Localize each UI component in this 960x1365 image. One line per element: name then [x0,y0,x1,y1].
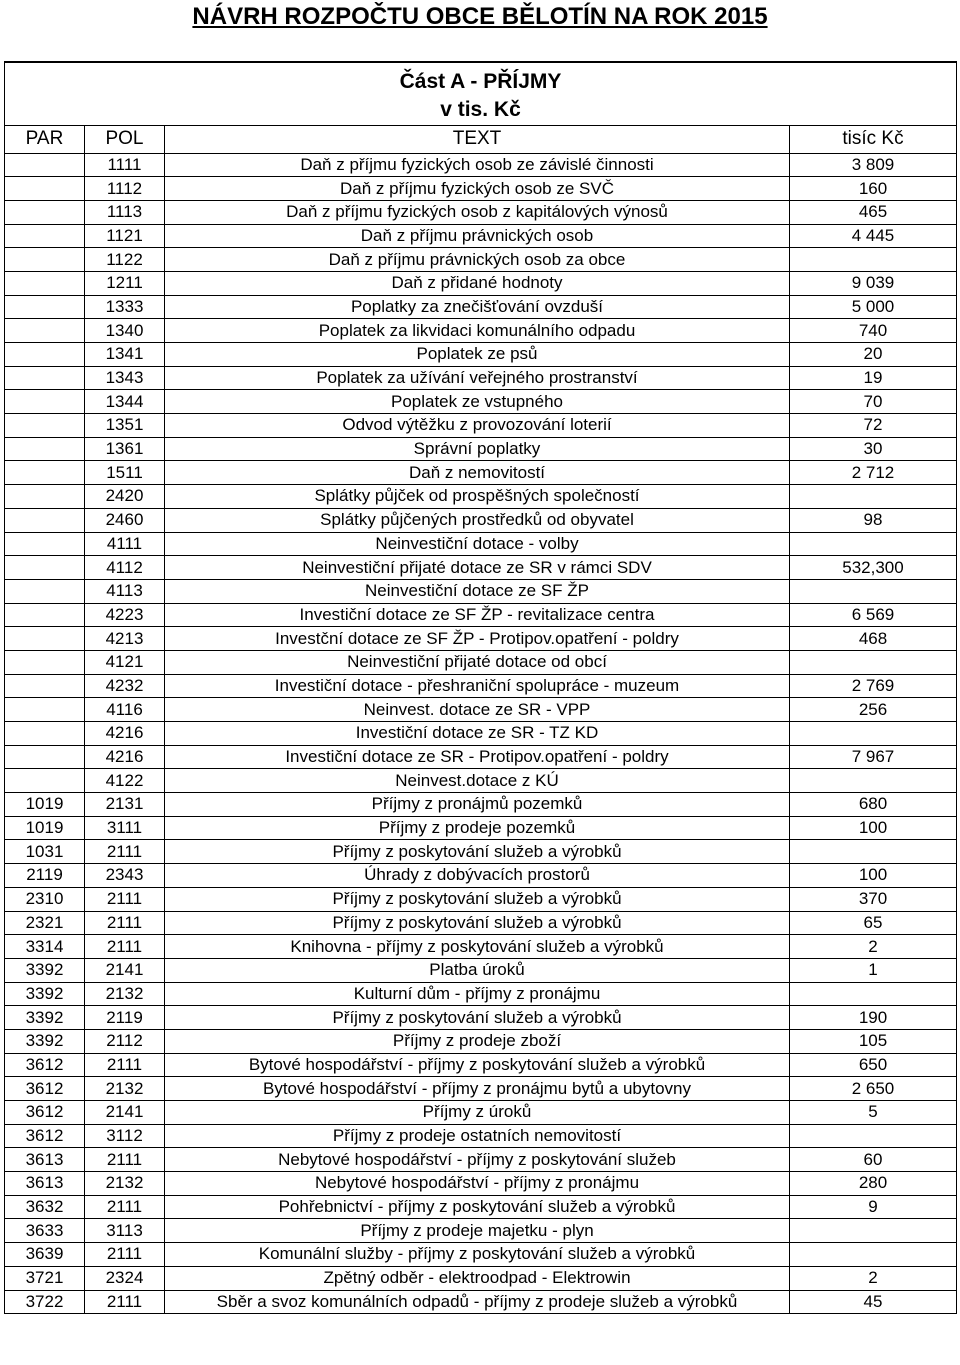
table-row [5,556,957,580]
cell-text: Odvod výtěžku z provozování loterií [165,414,790,438]
cell-text: Správní poplatky [165,437,790,461]
cell-par: 3612 [5,1077,85,1101]
table-row [5,958,957,982]
table-row [5,532,957,556]
cell-pol: 2324 [85,1266,165,1290]
column-header-row [5,125,957,153]
cell-text: Příjmy z poskytování služeb a výrobků [165,840,790,864]
table-row [5,461,957,485]
cell-par [5,153,85,177]
table-row [5,1219,957,1243]
column-header-pol: POL [85,125,165,153]
cell-amount: 1 [790,958,957,982]
table-row [5,366,957,390]
cell-text: Daň z přidané hodnoty [165,271,790,295]
table-row [5,437,957,461]
cell-amount: 2 [790,935,957,959]
table-row [5,1101,957,1125]
cell-pol: 1341 [85,343,165,367]
cell-text: Neinvestiční dotace ze SF ŽP [165,579,790,603]
cell-par [5,271,85,295]
cell-amount: 3 809 [790,153,957,177]
cell-pol: 2131 [85,793,165,817]
cell-text: Neinvestiční přijaté dotace od obcí [165,650,790,674]
cell-par: 3613 [5,1148,85,1172]
cell-par: 3612 [5,1124,85,1148]
cell-text: Splátky půjček od prospěšných společností [165,485,790,509]
cell-par [5,769,85,793]
cell-amount: 2 [790,1266,957,1290]
table-row [5,224,957,248]
cell-pol: 2111 [85,911,165,935]
table-row [5,911,957,935]
cell-par [5,556,85,580]
cell-par: 1019 [5,816,85,840]
table-row [5,722,957,746]
cell-pol: 1361 [85,437,165,461]
cell-amount [790,248,957,272]
table-row [5,982,957,1006]
cell-text: Pohřebnictví - příjmy z poskytování služeb a výrobků [165,1195,790,1219]
cell-pol: 4121 [85,650,165,674]
table-row [5,200,957,224]
table-row [5,390,957,414]
cell-amount: 70 [790,390,957,414]
column-header-text: TEXT [165,125,790,153]
cell-par [5,390,85,414]
table-row [5,1077,957,1101]
table-row [5,1053,957,1077]
cell-amount [790,1124,957,1148]
table-row [5,153,957,177]
cell-text: Investční dotace ze SF ŽP - Protipov.opatření - poldry [165,627,790,651]
table-row [5,840,957,864]
cell-pol: 2460 [85,508,165,532]
cell-par: 3314 [5,935,85,959]
cell-amount: 370 [790,887,957,911]
table-row [5,769,957,793]
cell-pol: 3113 [85,1219,165,1243]
cell-par [5,224,85,248]
cell-pol: 2141 [85,1101,165,1125]
cell-text: Úhrady z dobývacích prostorů [165,864,790,888]
cell-pol: 2119 [85,1006,165,1030]
cell-text: Nebytové hospodářství - příjmy z pronájmu [165,1172,790,1196]
table-row [5,1290,957,1314]
cell-text: Komunální služby - příjmy z poskytování služeb a výrobků [165,1243,790,1267]
cell-amount: 190 [790,1006,957,1030]
table-row [5,1266,957,1290]
cell-pol: 1351 [85,414,165,438]
document-title-text: NÁVRH ROZPOČTU OBCE BĚLOTÍN NA ROK 2015 [192,3,768,30]
cell-amount: 100 [790,864,957,888]
table-row [5,248,957,272]
section-title: Část A - PŘÍJMY [5,62,957,96]
table-row [5,864,957,888]
table-row [5,579,957,603]
cell-par [5,366,85,390]
cell-pol: 2141 [85,958,165,982]
cell-pol: 2111 [85,1243,165,1267]
document-title [0,2,960,32]
cell-text: Daň z nemovitostí [165,461,790,485]
cell-text: Daň z příjmu právnických osob [165,224,790,248]
cell-text: Bytové hospodářství - příjmy z poskytování služeb a výrobků [165,1053,790,1077]
cell-par [5,414,85,438]
cell-text: Poplatky za znečišťování ovzduší [165,295,790,319]
cell-par: 3392 [5,958,85,982]
cell-par [5,698,85,722]
table-row [5,1148,957,1172]
cell-amount: 6 569 [790,603,957,627]
cell-pol: 1511 [85,461,165,485]
cell-text: Daň z příjmu fyzických osob z kapitálových výnosů [165,200,790,224]
cell-par: 2310 [5,887,85,911]
cell-text: Bytové hospodářství - příjmy z pronájmu bytů a ubytovny [165,1077,790,1101]
cell-text: Nebytové hospodářství - příjmy z poskytování služeb [165,1148,790,1172]
cell-text: Příjmy z prodeje zboží [165,1029,790,1053]
table-row [5,650,957,674]
unit-label: v tis. Kč [5,96,957,125]
budget-table [4,61,957,1314]
cell-amount [790,1219,957,1243]
cell-text: Poplatek ze psů [165,343,790,367]
cell-par: 3632 [5,1195,85,1219]
cell-pol: 3111 [85,816,165,840]
cell-amount: 468 [790,627,957,651]
cell-pol: 2132 [85,1077,165,1101]
cell-par: 1019 [5,793,85,817]
cell-par [5,319,85,343]
cell-amount: 45 [790,1290,957,1314]
cell-pol: 1112 [85,177,165,201]
cell-par [5,200,85,224]
cell-pol: 4113 [85,579,165,603]
cell-text: Neinvestiční přijaté dotace ze SR v rámci SDV [165,556,790,580]
cell-text: Investiční dotace ze SF ŽP - revitalizace centra [165,603,790,627]
cell-amount: 72 [790,414,957,438]
cell-text: Příjmy z poskytování služeb a výrobků [165,1006,790,1030]
cell-amount: 20 [790,343,957,367]
cell-amount: 740 [790,319,957,343]
table-row [5,177,957,201]
cell-pol: 2111 [85,1053,165,1077]
cell-pol: 4213 [85,627,165,651]
cell-text: Neinvest. dotace ze SR - VPP [165,698,790,722]
cell-par [5,248,85,272]
table-row [5,271,957,295]
cell-amount: 532,300 [790,556,957,580]
section-title-row [5,62,957,96]
cell-par: 3392 [5,1029,85,1053]
cell-text: Sběr a svoz komunálních odpadů - příjmy z prodeje služeb a výrobků [165,1290,790,1314]
cell-pol: 1211 [85,271,165,295]
cell-par [5,745,85,769]
cell-amount: 280 [790,1172,957,1196]
cell-par: 3721 [5,1266,85,1290]
cell-par: 3612 [5,1053,85,1077]
cell-par: 3612 [5,1101,85,1125]
cell-amount: 4 445 [790,224,957,248]
cell-par: 1031 [5,840,85,864]
cell-text: Příjmy z poskytování služeb a výrobků [165,911,790,935]
table-row [5,414,957,438]
cell-pol: 2111 [85,1195,165,1219]
cell-pol: 1113 [85,200,165,224]
cell-text: Příjmy z prodeje pozemků [165,816,790,840]
cell-amount [790,485,957,509]
cell-amount [790,769,957,793]
cell-amount: 680 [790,793,957,817]
table-row [5,627,957,651]
cell-amount: 9 039 [790,271,957,295]
cell-amount: 2 769 [790,674,957,698]
cell-text: Investiční dotace ze SR - Protipov.opatření - poldry [165,745,790,769]
table-row [5,319,957,343]
cell-amount [790,579,957,603]
cell-amount [790,650,957,674]
cell-par [5,532,85,556]
cell-par [5,674,85,698]
unit-row [5,96,957,125]
cell-amount: 256 [790,698,957,722]
cell-amount: 19 [790,366,957,390]
cell-text: Neinvest.dotace z KÚ [165,769,790,793]
cell-amount: 100 [790,816,957,840]
cell-par [5,461,85,485]
cell-par [5,579,85,603]
cell-par: 3633 [5,1219,85,1243]
cell-text: Příjmy z pronájmů pozemků [165,793,790,817]
cell-par: 3392 [5,1006,85,1030]
table-row [5,674,957,698]
cell-par [5,177,85,201]
cell-pol: 2420 [85,485,165,509]
table-row [5,1124,957,1148]
cell-amount: 98 [790,508,957,532]
cell-text: Poplatek za likvidaci komunálního odpadu [165,319,790,343]
column-header-amount: tisíc Kč [790,125,957,153]
cell-pol: 1121 [85,224,165,248]
cell-pol: 2111 [85,935,165,959]
cell-pol: 4216 [85,745,165,769]
cell-text: Poplatek za užívání veřejného prostranství [165,366,790,390]
table-row [5,295,957,319]
cell-pol: 2132 [85,1172,165,1196]
cell-text: Investiční dotace - přeshraniční spolupráce - muzeum [165,674,790,698]
cell-amount [790,722,957,746]
cell-text: Příjmy z prodeje ostatních nemovitostí [165,1124,790,1148]
table-row [5,1172,957,1196]
table-row [5,745,957,769]
table-row [5,698,957,722]
cell-text: Platba úroků [165,958,790,982]
cell-par [5,627,85,651]
cell-pol: 2343 [85,864,165,888]
cell-pol: 2111 [85,887,165,911]
cell-amount: 5 000 [790,295,957,319]
cell-amount: 2 650 [790,1077,957,1101]
cell-pol: 2112 [85,1029,165,1053]
cell-pol: 4122 [85,769,165,793]
cell-par [5,722,85,746]
cell-par [5,437,85,461]
cell-pol: 3112 [85,1124,165,1148]
cell-text: Zpětný odběr - elektroodpad - Elektrowin [165,1266,790,1290]
cell-text: Příjmy z poskytování služeb a výrobků [165,887,790,911]
cell-pol: 2132 [85,982,165,1006]
cell-pol: 1122 [85,248,165,272]
cell-pol: 1343 [85,366,165,390]
cell-amount: 30 [790,437,957,461]
cell-par [5,295,85,319]
cell-par [5,508,85,532]
table-row [5,1243,957,1267]
cell-par: 3639 [5,1243,85,1267]
cell-pol: 1111 [85,153,165,177]
column-header-par: PAR [5,125,85,153]
cell-amount [790,532,957,556]
cell-pol: 4232 [85,674,165,698]
cell-amount: 465 [790,200,957,224]
cell-amount: 9 [790,1195,957,1219]
cell-pol: 2111 [85,1290,165,1314]
cell-par [5,650,85,674]
cell-amount: 7 967 [790,745,957,769]
cell-par [5,603,85,627]
cell-amount: 650 [790,1053,957,1077]
table-row [5,816,957,840]
cell-text: Příjmy z úroků [165,1101,790,1125]
table-row [5,1029,957,1053]
table-row [5,1006,957,1030]
cell-par: 3392 [5,982,85,1006]
cell-text: Neinvestiční dotace - volby [165,532,790,556]
table-row [5,343,957,367]
cell-text: Poplatek ze vstupného [165,390,790,414]
cell-par [5,343,85,367]
cell-par [5,485,85,509]
table-row [5,603,957,627]
cell-par: 3722 [5,1290,85,1314]
cell-text: Splátky půjčených prostředků od obyvatel [165,508,790,532]
cell-pol: 4116 [85,698,165,722]
cell-amount: 2 712 [790,461,957,485]
table-row [5,935,957,959]
cell-text: Příjmy z prodeje majetku - plyn [165,1219,790,1243]
cell-par: 2119 [5,864,85,888]
cell-pol: 1344 [85,390,165,414]
table-row [5,485,957,509]
table-row [5,508,957,532]
cell-pol: 1340 [85,319,165,343]
cell-amount [790,1243,957,1267]
table-row [5,793,957,817]
cell-amount [790,982,957,1006]
cell-text: Daň z příjmu fyzických osob ze závislé činnosti [165,153,790,177]
cell-pol: 4112 [85,556,165,580]
cell-amount: 5 [790,1101,957,1125]
cell-amount [790,840,957,864]
cell-par: 3613 [5,1172,85,1196]
cell-text: Knihovna - příjmy z poskytování služeb a výrobků [165,935,790,959]
cell-amount: 160 [790,177,957,201]
cell-pol: 4216 [85,722,165,746]
table-row [5,887,957,911]
cell-pol: 2111 [85,840,165,864]
cell-amount: 65 [790,911,957,935]
cell-amount: 60 [790,1148,957,1172]
table-row [5,1195,957,1219]
budget-table-body [5,62,957,1314]
cell-pol: 4111 [85,532,165,556]
cell-pol: 4223 [85,603,165,627]
cell-text: Daň z příjmu právnických osob za obce [165,248,790,272]
cell-par: 2321 [5,911,85,935]
cell-text: Investiční dotace ze SR - TZ KD [165,722,790,746]
cell-text: Daň z příjmu fyzických osob ze SVČ [165,177,790,201]
cell-pol: 1333 [85,295,165,319]
cell-amount: 105 [790,1029,957,1053]
cell-pol: 2111 [85,1148,165,1172]
cell-text: Kulturní dům - příjmy z pronájmu [165,982,790,1006]
